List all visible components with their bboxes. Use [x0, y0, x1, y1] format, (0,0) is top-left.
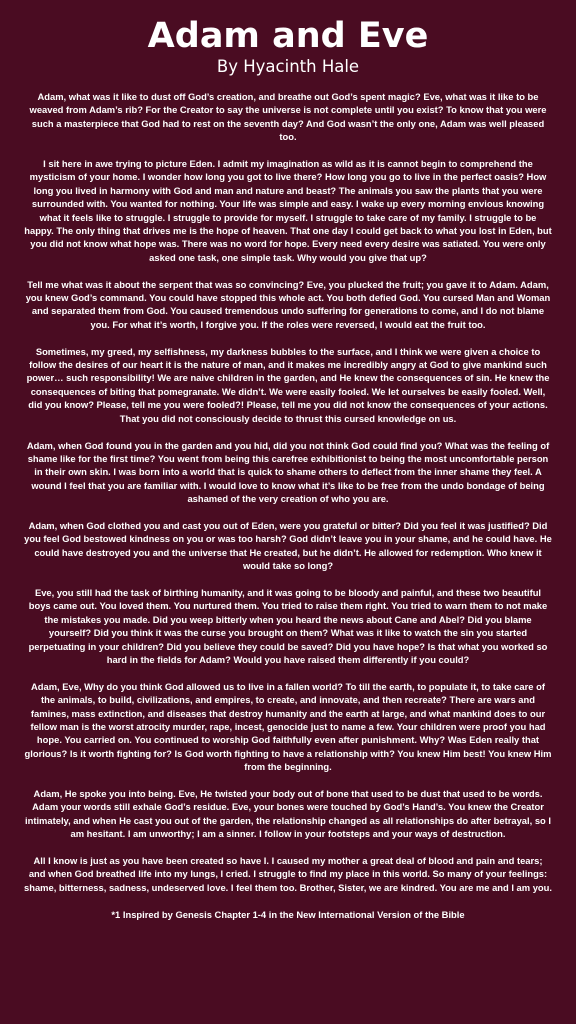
paragraph: All I know is just as you have been created so have I. I caused my mother a great deal of blood and pain and tears; and when God breathed life into my lungs, I cried. I struggle to find my place in this world. So many of your feelings: shame, bitterness, sadness, undeserved love. I feel them too. Brother, Sister, we are kindred. You are me and I am you. — [24, 855, 552, 893]
paragraph: Adam, He spoke you into being. Eve, He twisted your body out of bone that used to be dust that used to be words. Adam your words still exhale God’s residue. Eve, your bones were touched by God’s Hand’s. You knew the Creator intimately, and when He cast you out of the garden, the relationship changed as all relationships do after betrayal, so I am hesitant. I am unworthy; I am a sinner. I follow in your footsteps and your ways of destruction. — [25, 788, 551, 840]
paragraph: I sit here in awe trying to picture Eden. I admit my imagination as wild as it is cannot begin to comprehend the mysticism of your home. I wonder how long you got to live there? How long you go to live in the perfect oasis? How long you lived in harmony with God and man and nature and beast? The animals you saw the plants that you were surrounded with. You wanted for nothing. Your life was simple and easy. I wake up every morning envious knowing what it feels like to struggle. I struggle to provide for myself. I struggle to take care of my family. I struggle to be happy. The only thing that drives me is the hope of heaven. That one day I could get back to what you lost in Eden, but you did not know what hope was. There was no word for hope. Every need every desire was satiated. You were only asked one task, one simple task. Why would you give that up? — [24, 158, 552, 263]
paragraph: Eve, you still had the task of birthing humanity, and it was going to be bloody and painful, and these two beautiful boys came out. You loved them. You nurtured them. You tried to raise them right. You tried to warn them to not make the mistakes you made. Did you weep bitterly when you heard the news about Cane and Abel? Did you blame yourself? Did you think it was the curse you brought on them? What was it like to watch the sin you started perpetuating in your children? Did you believe they could be saved? Did you have hope? Is that what you worked so hard in the fields for Adam? Would you have raised them differently if you could? — [28, 586, 548, 665]
paragraph: Adam, when God found you in the garden and you hid, did you not think God could find you? What was the feeling of shame like for the first time? You went from being this carefree exhibitionist to being the most uncomfortable person in their own skin. I was born into a world that is quick to shame others to deflect from the inner shame they feel. A wound I feel that you are familiar with. I would love to know what it’s like to be free from the undo bondage of being ashamed of the very creation of who you are. — [26, 439, 550, 505]
paragraph: Tell me what was it about the serpent that was so convincing? Eve, you plucked the fruit; you gave it to Adam. Adam, you knew God’s command. You could have stopped this whole act. You both defied God. You cursed Man and Woman and separated them from God. You caused tremendous undo suffering for generations to come, and I do not blame you. For what it’s worth, I forgive you. If the roles were reversed, I would eat the fruit too. — [25, 278, 551, 330]
footnote: *1 Inspired by Genesis Chapter 1-4 in the New International Version of the Bible — [111, 908, 465, 920]
author-byline: By Hyacinth Hale — [216, 57, 360, 76]
paragraph: Adam, Eve, Why do you think God allowed us to live in a fallen world? To till the earth, to populate it, to take care of the animals, to build, civilizations, and empires, to create, and innovate, and then recreate? There are wars and famines, mass extinction, and diseases that destroy humanity and the earth at large, and what mankind does to our fellow man is the worst atrocity murder, rape, incest, genocide just to name a few. Your children were proof you had hope. You carried on. You continued to worship God faithfully even after punishment. Why? Was Eden really that glorious? Is it worth fighting for? Is God worth fighting to have a relationship with? You knew Him best! You knew Him from the beginning. — [24, 680, 552, 773]
poem-title: Adam and Eve — [147, 16, 429, 56]
paragraph: Adam, what was it like to dust off God’s creation, and breathe out God’s spent magic? Eve, what was it like to be weaved from Adam’s rib? For the Creator to say the universe is not complete until you exist? To know that you were such a masterpiece that God had to rest on the seventh day? And God wasn’t the only one, Adam was well pleased too. — [29, 91, 547, 143]
paragraph: Adam, when God clothed you and cast you out of Eden, were you grateful or bitter? Did you feel it was justified? Did you feel God bestowed kindness on you or was too harsh? God didn’t leave you in your shame, and he could have. He could have destroyed you and the universe that He created, but he didn’t. He allowed for redemption. Who knew it would take so long? — [24, 519, 552, 572]
paragraph: Sometimes, my greed, my selfishness, my darkness bubbles to the surface, and I think we were given a choice to follow the desires of our heart it is the nature of man, and it makes me incredibly angry at God to give mankind such power… such responsibility! We are naive children in the garden, and He knew the consequences of sin. He knew the consequences of biting that pomegranate. We didn’t. We were easily fooled. We let ourselves be easily fooled. Well, did you know? Please, tell me you were fooled?! Please, tell me you did not know the consequences of your actions. That you did not consciously decide to thrust this cursed knowledge on us. — [26, 345, 550, 424]
